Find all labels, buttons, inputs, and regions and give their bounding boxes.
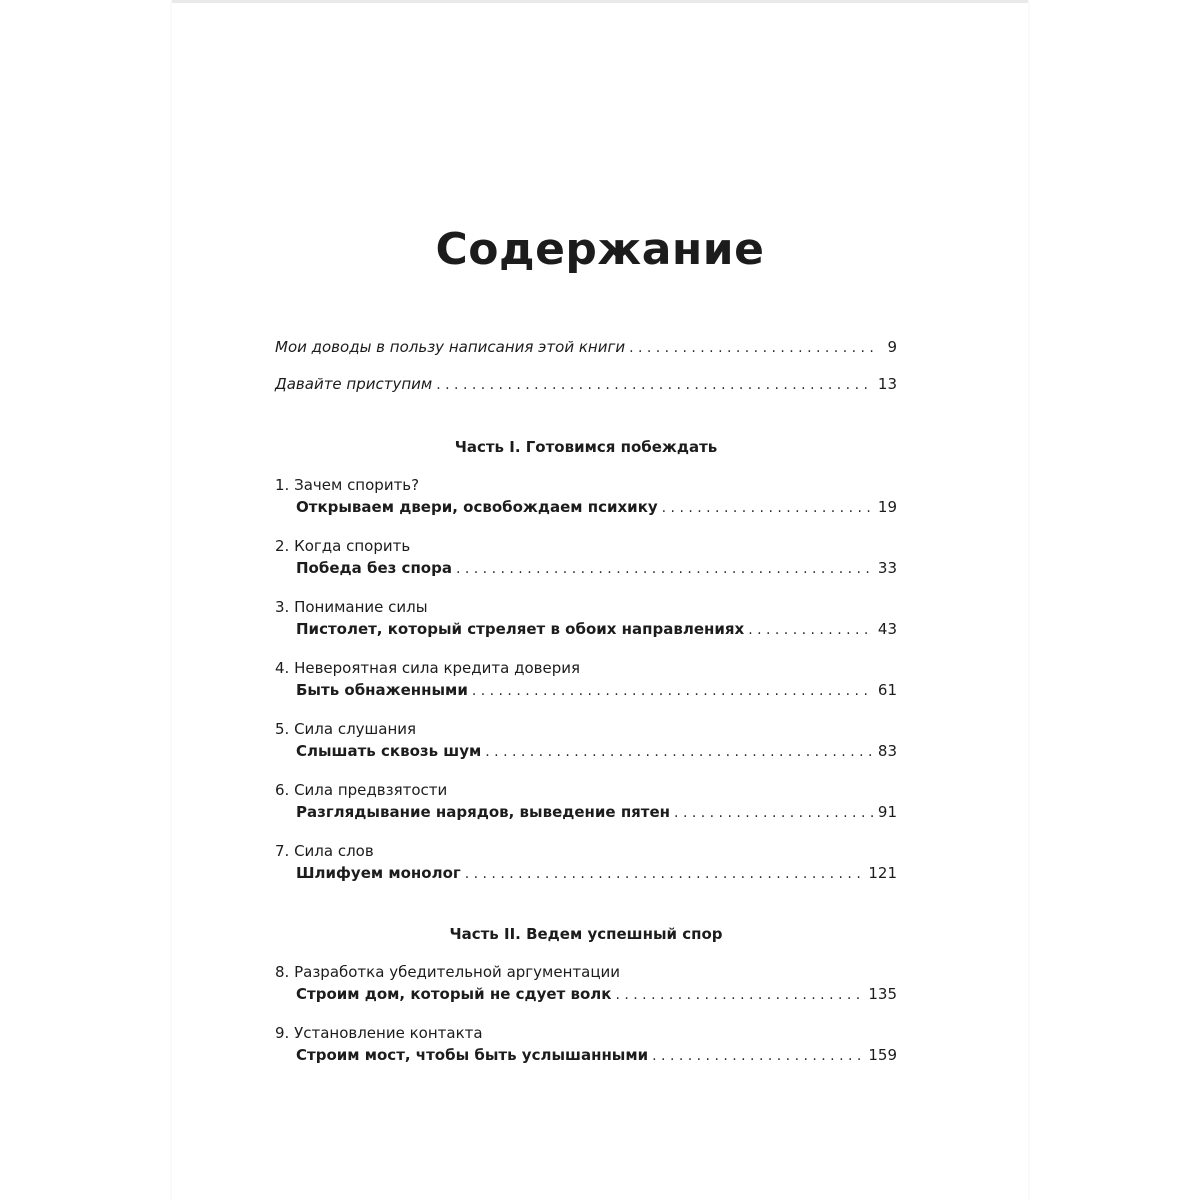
part-heading: Часть II. Ведем успешный спор bbox=[449, 925, 723, 943]
toc-chapter[interactable] bbox=[275, 1022, 897, 1067]
toc-page-number: 61 bbox=[877, 681, 897, 699]
toc-intro-entry[interactable] bbox=[275, 336, 897, 359]
dot-leader bbox=[465, 863, 865, 885]
toc-page-number: 121 bbox=[868, 864, 897, 882]
chapter-subtitle: Строим дом, который не сдует волк bbox=[296, 985, 612, 1003]
dot-leader bbox=[485, 741, 873, 763]
dot-leader bbox=[456, 558, 873, 580]
chapter-title: 6. Сила предвзятости bbox=[275, 781, 448, 799]
chapter-subtitle: Строим мост, чтобы быть услышанными bbox=[296, 1046, 649, 1064]
toc-entry-text: Мои доводы в пользу написания этой книги bbox=[275, 338, 626, 356]
chapter-subtitle: Открываем двери, освобождаем психику bbox=[296, 498, 658, 516]
toc-chapter[interactable] bbox=[275, 961, 897, 1006]
toc-chapter[interactable] bbox=[275, 779, 897, 824]
chapter-title: 9. Установление контакта bbox=[275, 1024, 483, 1042]
toc-page-number: 9 bbox=[887, 338, 897, 356]
dot-leader bbox=[748, 619, 873, 641]
chapter-title: 5. Сила слушания bbox=[275, 720, 417, 738]
chapter-subtitle: Быть обнаженными bbox=[296, 681, 468, 699]
chapter-subtitle: Победа без спора bbox=[296, 559, 452, 577]
dot-leader bbox=[629, 337, 873, 359]
chapter-subtitle: Пистолет, который стреляет в обоих направлениях bbox=[296, 620, 745, 638]
toc-chapter[interactable] bbox=[275, 474, 897, 519]
chapter-subtitle: Слышать сквозь шум bbox=[296, 742, 482, 760]
dot-leader bbox=[472, 680, 873, 702]
chapter-title: 3. Понимание силы bbox=[275, 598, 428, 616]
toc-page-number: 19 bbox=[877, 498, 897, 516]
toc-chapter[interactable] bbox=[275, 535, 897, 580]
toc-page-number: 135 bbox=[868, 985, 897, 1003]
toc-page-number: 83 bbox=[877, 742, 897, 760]
toc-chapter[interactable] bbox=[275, 718, 897, 763]
chapter-subtitle: Шлифуем монолог bbox=[296, 864, 461, 882]
table-of-contents bbox=[275, 336, 897, 1083]
dot-leader bbox=[662, 497, 873, 519]
book-page bbox=[172, 0, 1028, 1200]
chapter-title: 8. Разработка убедительной аргументации bbox=[275, 963, 621, 981]
toc-chapter[interactable] bbox=[275, 596, 897, 641]
chapter-title: 7. Сила слов bbox=[275, 842, 374, 860]
page-top-edge bbox=[172, 0, 1028, 3]
chapter-title: 1. Зачем спорить? bbox=[275, 476, 420, 494]
dot-leader bbox=[615, 984, 864, 1006]
toc-entry-text: Давайте приступим bbox=[275, 375, 433, 393]
part-heading: Часть I. Готовимся побеждать bbox=[454, 438, 718, 456]
toc-chapter[interactable] bbox=[275, 840, 897, 885]
chapter-subtitle: Разглядывание нарядов, выведение пятен bbox=[296, 803, 671, 821]
toc-page-number: 91 bbox=[877, 803, 897, 821]
toc-page-number: 13 bbox=[877, 375, 897, 393]
toc-page-number: 33 bbox=[877, 559, 897, 577]
dot-leader bbox=[652, 1045, 864, 1067]
chapter-title: 2. Когда спорить bbox=[275, 537, 411, 555]
page-title: Содержание bbox=[435, 224, 765, 275]
dot-leader bbox=[674, 802, 873, 824]
toc-page-number: 43 bbox=[877, 620, 897, 638]
chapter-title: 4. Невероятная сила кредита доверия bbox=[275, 659, 580, 677]
toc-chapter[interactable] bbox=[275, 657, 897, 702]
toc-page-number: 159 bbox=[868, 1046, 897, 1064]
dot-leader bbox=[436, 374, 873, 396]
toc-intro-entry[interactable] bbox=[275, 373, 897, 396]
